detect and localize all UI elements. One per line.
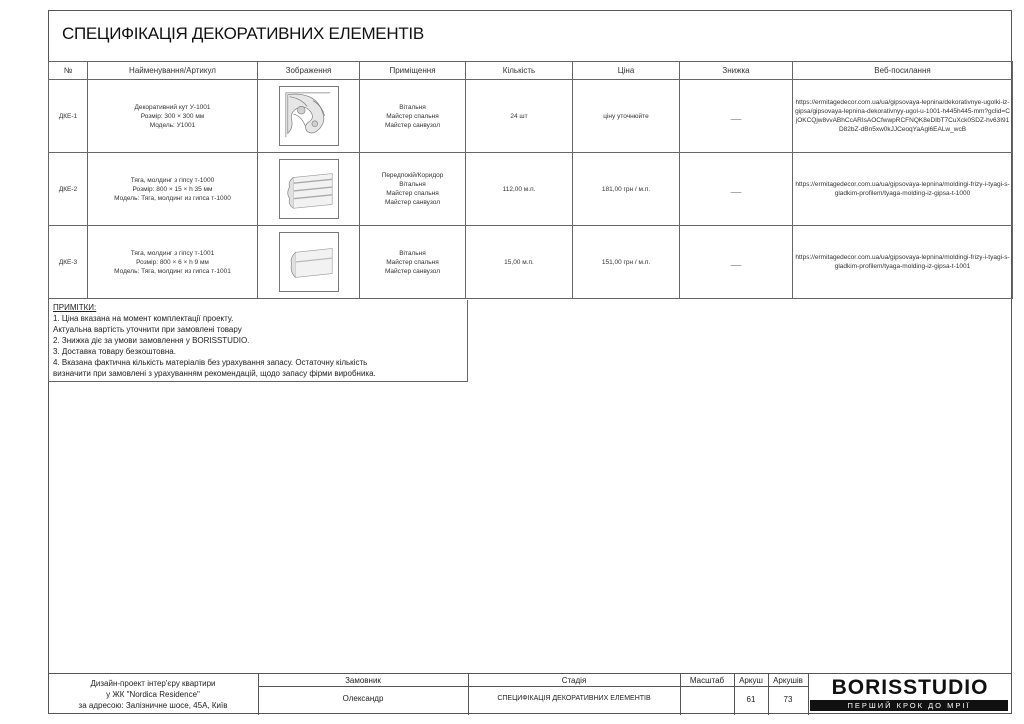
sheet-label: Аркуш [739, 676, 763, 685]
brand-name: BORISSTUDIO [831, 676, 989, 699]
notes-header: ПРИМІТКИ: [53, 303, 97, 312]
page-title: СПЕЦИФІКАЦІЯ ДЕКОРАТИВНИХ ЕЛЕМЕНТІВ [62, 24, 424, 43]
sheets-value: 73 [783, 695, 793, 704]
item-discount: ___ [680, 226, 793, 299]
client-label: Замовник [345, 676, 381, 685]
ornate-corner-icon [279, 86, 339, 146]
item-num: ДКЕ-2 [49, 153, 88, 226]
table-row [49, 153, 1013, 226]
col-header-price: Ціна [573, 62, 680, 80]
note-line: 4. Вказана фактична кількість матеріалів без урахування запасу. Остаточну кількість [53, 358, 368, 367]
item-qty: 112,00 м.п. [466, 153, 573, 226]
table-row [49, 226, 1013, 299]
sheets-label: Аркушів [773, 676, 803, 685]
project-address: Дизайн-проект інтер'єру квартири у ЖК "Nordica Residence" за адресою: Залізничне шосе, 45А, Київ [78, 679, 228, 710]
stage-value: СПЕЦИФІКАЦІЯ ДЕКОРАТИВНИХ ЕЛЕМЕНТІВ [497, 695, 651, 702]
item-rooms: Передпокій/Коридор Вітальня Майстер спальня Майстер санвузол [360, 153, 466, 226]
item-qty: 24 шт [466, 80, 573, 153]
item-image [258, 226, 360, 299]
col-header-url: Веб-посилання [793, 62, 1013, 80]
note-line: Актуальна вартість уточнити при замовлені товару [53, 325, 242, 334]
molding-profile-icon [279, 159, 339, 219]
item-image [258, 80, 360, 153]
item-discount: ___ [680, 153, 793, 226]
table-row [49, 80, 1013, 153]
item-price: 151,00 грн / м.п. [573, 226, 680, 299]
note-line: 1. Ціна вказана на момент комплектації проекту. [53, 314, 234, 323]
notes-block [48, 300, 468, 382]
table-header-row [49, 62, 1013, 80]
client-value: Олександр [342, 694, 384, 703]
item-name: Тяга, молдинг з гіпсу т-1001 Розмір: 800 × 6 × h 9 мм Модель: Тяга, молдинг из гипса т-1001 [88, 226, 258, 299]
item-image [258, 153, 360, 226]
item-rooms: Вітальня Майстер спальня Майстер санвузол [360, 226, 466, 299]
note-line: 3. Доставка товару безкоштовна. [53, 347, 176, 356]
item-discount: ___ [680, 80, 793, 153]
col-header-qty: Кількість [466, 62, 573, 80]
brand-logo [808, 676, 1012, 713]
note-line: визначити при замовлені з урахуванням рекомендацій, щодо запасу фірми виробника. [53, 369, 376, 378]
molding-profile-icon [279, 232, 339, 292]
col-header-image: Зображення [258, 62, 360, 80]
item-price: ціну уточнюйте [573, 80, 680, 153]
item-name: Декоративний кут У-1001 Розмір: 300 × 300 мм Модель: У1001 [88, 80, 258, 153]
stage-label: Стадія [561, 676, 587, 685]
item-name: Тяга, молдинг з гіпсу т-1000 Розмір: 800 × 15 × h 35 мм Модель: Тяга, молдинг из гипса т-1000 [88, 153, 258, 226]
item-url[interactable]: https://ermitagedecor.com.ua/ua/gipsovaya-lepnina/moldingi-frizy-i-tyagi-s-gladkim-profilem/tyaga-molding-iz-gipsa-t-1000 [793, 153, 1013, 226]
scale-label: Масштаб [689, 676, 725, 685]
note-line: 2. Знижка діє за умови замовлення у BORISSTUDIO. [53, 336, 250, 345]
item-url[interactable]: https://ermitagedecor.com.ua/ua/gipsovaya-lepnina/dekorativnye-ugolki-iz-gipsa/gipsovaya-lepnina-dekorativnyy-ugol-u-1001-h445h445-mm?gclid=CjOKCQjw8vvABhCcARIsAOCfwwpRCFNQK8eDIbT7CuXck0SDZ-hv63I91D82bZ-dBn5xw0kJJCeoqYaAgl6EALw_wcB [793, 80, 1013, 153]
item-price: 181,00 грн / м.п. [573, 153, 680, 226]
title-block [48, 673, 1012, 715]
brand-slogan: ПЕРШИЙ КРОК ДО МРІЇ [810, 700, 1008, 711]
spec-table [48, 61, 1013, 299]
divider [258, 686, 808, 687]
item-url[interactable]: https://ermitagedecor.com.ua/ua/gipsovaya-lepnina/moldingi-frizy-i-tyagi-s-gladkim-profilem/tyaga-molding-iz-gipsa-t-1001 [793, 226, 1013, 299]
item-qty: 15,00 м.п. [466, 226, 573, 299]
col-header-name: Найменування/Артикул [88, 62, 258, 80]
sheet-value: 61 [746, 695, 756, 704]
item-num: ДКЕ-1 [49, 80, 88, 153]
col-header-num: № [49, 62, 88, 80]
col-header-rooms: Приміщення [360, 62, 466, 80]
col-header-discount: Знижка [680, 62, 793, 80]
item-rooms: Вітальня Майстер спальня Майстер санвузол [360, 80, 466, 153]
item-num: ДКЕ-3 [49, 226, 88, 299]
